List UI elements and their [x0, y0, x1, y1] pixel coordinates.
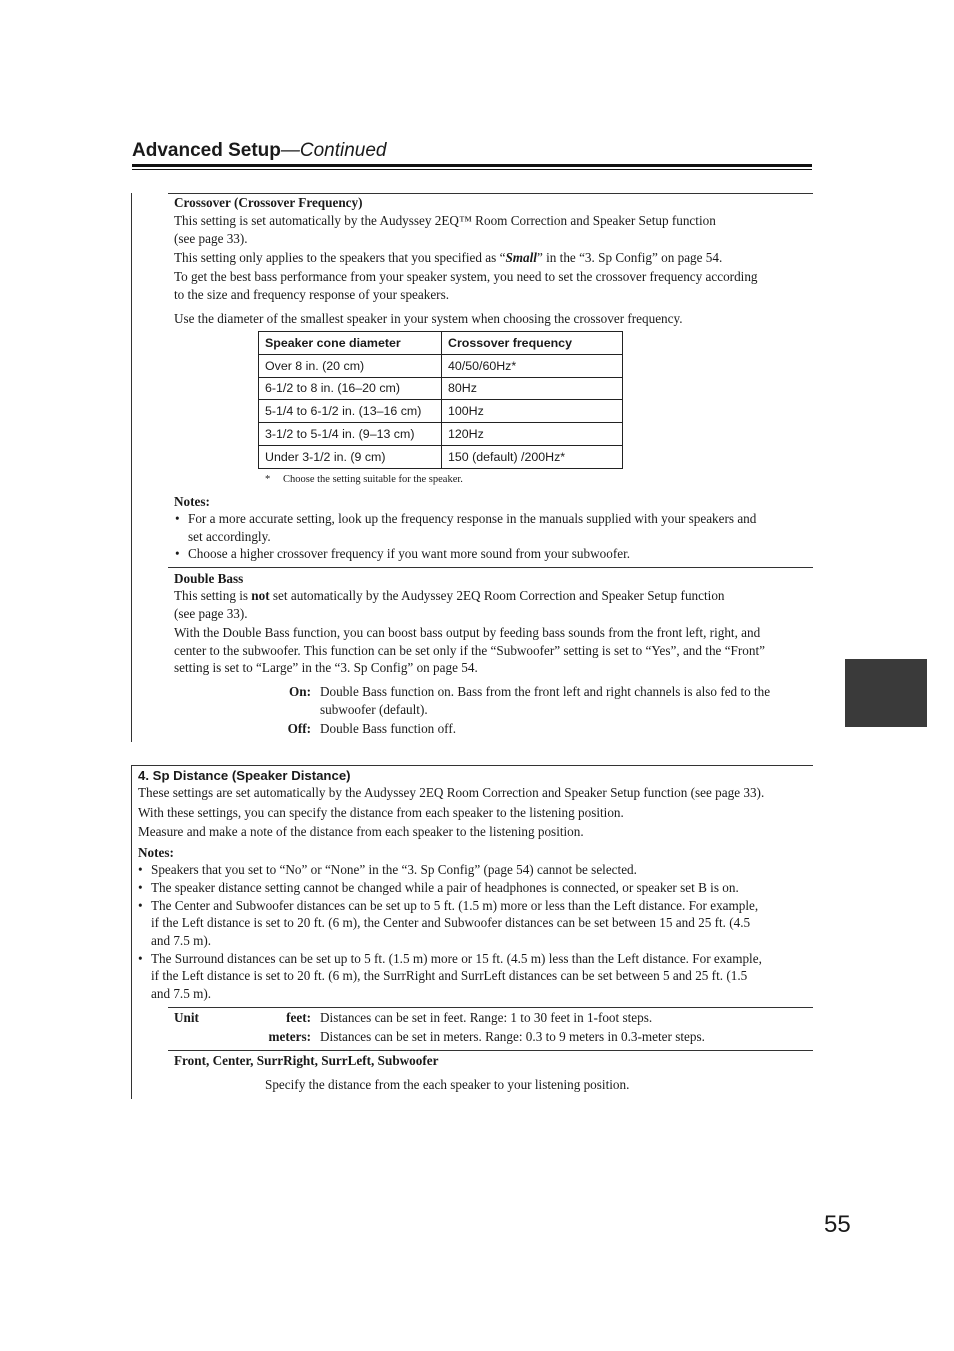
- header-rule-thin: [132, 169, 812, 170]
- table-cell: 80Hz: [442, 377, 623, 400]
- chapter-side-tab: [845, 659, 927, 727]
- bullet-glyph: •: [175, 511, 180, 526]
- double-bass-on-label: On:: [289, 684, 311, 699]
- sp-distance-note3-line2: if the Left distance is set to 20 ft. (6 m), the Center and Subwoofer distances can be set between 15 and 25 ft. (4.5: [151, 915, 751, 930]
- sp-distance-note3-line3: and 7.5 m).: [151, 933, 212, 948]
- table-header-row: [259, 332, 623, 355]
- meters-text: Distances can be set in meters. Range: 0.3 to 9 meters in 0.3-meter steps.: [320, 1029, 705, 1044]
- sp-distance-note1: Speakers that you set to “No” or “None” in the “3. Sp Config” (page 54) cannot be selected.: [151, 862, 637, 877]
- double-bass-para1-post: set automatically by the Audyssey 2EQ Room Correction and Speaker Setup function: [269, 588, 725, 603]
- header-title: Advanced Setup: [132, 140, 281, 161]
- page-number: 55: [824, 1211, 851, 1238]
- double-bass-para1-bold: not: [251, 588, 270, 603]
- crossover-para3-line1: To get the best bass performance from your speaker system, you need to set the crossover frequency according: [174, 269, 758, 284]
- table-cell: 100Hz: [442, 400, 623, 423]
- speakers-text: Specify the distance from the each speaker to your listening position.: [265, 1077, 630, 1092]
- double-bass-para1-pre: This setting is: [174, 588, 252, 603]
- crossover-notes-title: Notes:: [174, 494, 210, 509]
- bullet-glyph: •: [138, 898, 143, 913]
- table-cell: 6-1/2 to 8 in. (16–20 cm): [259, 377, 442, 400]
- feet-text: Distances can be set in feet. Range: 1 to 30 feet in 1-foot steps.: [320, 1010, 653, 1025]
- crossover-para1-line1: This setting is set automatically by the Audyssey 2EQ™ Room Correction and Speaker Setup function: [174, 213, 716, 228]
- double-bass-off-text: Double Bass function off.: [320, 721, 457, 736]
- feet-label: feet:: [286, 1010, 311, 1025]
- bullet-glyph: •: [138, 951, 143, 966]
- double-bass-on-line2: subwoofer (default).: [320, 702, 428, 717]
- crossover-note2: Choose a higher crossover frequency if you want more sound from your subwoofer.: [188, 546, 631, 561]
- crossover-para3-line2: to the size and frequency response of your speakers.: [174, 287, 450, 302]
- double-bass-para2-line3: setting is set to “Large” in the “3. Sp Config” on page 54.: [174, 660, 478, 675]
- table-row: [259, 400, 623, 423]
- table-row: [259, 377, 623, 400]
- crossover-note1-line2: set accordingly.: [188, 529, 271, 544]
- sp-distance-top-rule: [132, 765, 813, 766]
- double-bass-on-line1: Double Bass function on. Bass from the front left and right channels is also fed to the: [320, 684, 771, 699]
- table-cell: 40/50/60Hz*: [442, 354, 623, 377]
- sp-distance-title: 4. Sp Distance (Speaker Distance): [138, 768, 351, 783]
- table-header-cell: Crossover frequency: [442, 332, 623, 355]
- unit-top-rule: [168, 1007, 813, 1008]
- page-header: [132, 139, 387, 163]
- crossover-note1-line1: For a more accurate setting, look up the frequency response in the manuals supplied with your speakers and: [188, 511, 757, 526]
- section-side-line-upper: [131, 193, 132, 742]
- table-cell: 120Hz: [442, 423, 623, 446]
- table-footnote-mark: *: [265, 474, 271, 485]
- double-bass-para1-line2: (see page 33).: [174, 606, 248, 621]
- crossover-para2-post: ” in the “3. Sp Config” on page 54.: [536, 250, 723, 265]
- crossover-title: Crossover (Crossover Frequency): [174, 195, 363, 210]
- crossover-para2: [174, 249, 722, 267]
- crossover-para2-em: Small: [505, 250, 537, 265]
- sp-distance-note2: The speaker distance setting cannot be changed while a pair of headphones is connected, or speaker set B is on.: [151, 880, 739, 895]
- unit-label: Unit: [174, 1010, 199, 1025]
- meters-label: meters:: [268, 1029, 311, 1044]
- crossover-table: [258, 331, 623, 469]
- crossover-para2-pre: This setting only applies to the speakers that you specified as “: [174, 250, 506, 265]
- table-header-cell: Speaker cone diameter: [259, 332, 442, 355]
- header-continued: —Continued: [280, 140, 387, 161]
- sp-distance-note4-line3: and 7.5 m).: [151, 986, 212, 1001]
- table-cell: Over 8 in. (20 cm): [259, 354, 442, 377]
- sp-distance-para2: With these settings, you can specify the distance from each speaker to the listening position.: [138, 805, 624, 820]
- table-cell: Under 3-1/2 in. (9 cm): [259, 445, 442, 468]
- crossover-para4: Use the diameter of the smallest speaker in your system when choosing the crossover frequency.: [174, 311, 683, 326]
- table-cell: 5-1/4 to 6-1/2 in. (13–16 cm): [259, 400, 442, 423]
- table-footnote: Choose the setting suitable for the speaker.: [283, 474, 463, 485]
- sp-distance-note3-line1: The Center and Subwoofer distances can be set up to 5 ft. (1.5 m) more or less than the Left distance. For example,: [151, 898, 759, 913]
- double-bass-para1: [174, 587, 725, 605]
- section-side-line-lower: [131, 765, 132, 1099]
- header-rule-thick: [132, 164, 812, 167]
- crossover-para1-line2: (see page 33).: [174, 231, 248, 246]
- double-bass-title: Double Bass: [174, 571, 244, 586]
- double-bass-off-label: Off:: [287, 721, 311, 736]
- bullet-glyph: •: [138, 880, 143, 895]
- double-bass-top-rule: [168, 567, 813, 568]
- sp-distance-note4-line1: The Surround distances can be set up to 5 ft. (1.5 m) more or 15 ft. (4.5 m) less than the Left distance. For example,: [151, 951, 762, 966]
- bullet-glyph: •: [175, 546, 180, 561]
- sp-distance-notes-title: Notes:: [138, 845, 174, 860]
- table-row: [259, 423, 623, 446]
- table-row: [259, 445, 623, 468]
- double-bass-para2-line2: center to the subwoofer. This function can be set only if the “Subwoofer” setting is set to “Yes”, and the “Front”: [174, 643, 765, 658]
- table-row: [259, 354, 623, 377]
- speakers-title: Front, Center, SurrRight, SurrLeft, Subwoofer: [174, 1053, 439, 1068]
- speakers-top-rule: [168, 1050, 813, 1051]
- double-bass-para2-line1: With the Double Bass function, you can boost bass output by feeding bass sounds from the front left, right, and: [174, 625, 761, 640]
- bullet-glyph: •: [138, 862, 143, 877]
- sp-distance-para3: Measure and make a note of the distance from each speaker to the listening position.: [138, 824, 584, 839]
- sp-distance-note4-line2: if the Left distance is set to 20 ft. (6 m), the SurrRight and SurrLeft distances can be set between 5 and 25 ft. (1.5: [151, 968, 748, 983]
- table-cell: 3-1/2 to 5-1/4 in. (9–13 cm): [259, 423, 442, 446]
- table-cell: 150 (default) /200Hz*: [442, 445, 623, 468]
- sp-distance-para1: These settings are set automatically by the Audyssey 2EQ Room Correction and Speaker Setup function (see page 33).: [138, 785, 765, 800]
